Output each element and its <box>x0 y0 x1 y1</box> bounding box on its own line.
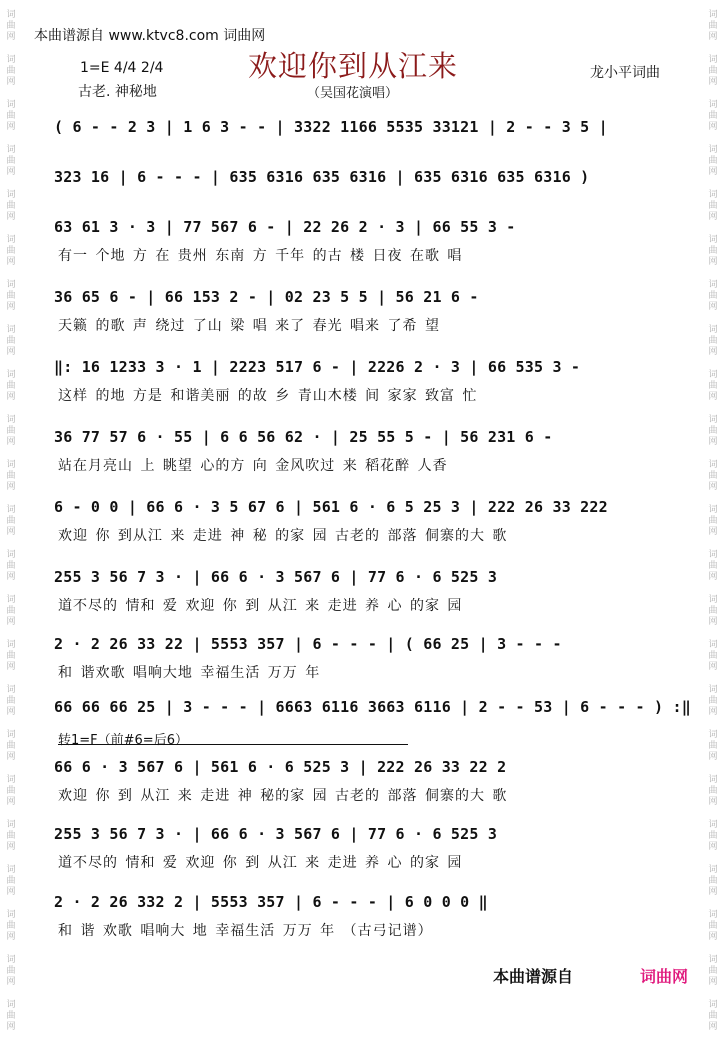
notation-row: 2 · 2 26 33 22 | 5553 357 | 6 - - - | ( 66 25 | 3 - - - <box>54 635 562 653</box>
watermark-text: 词曲网 <box>708 775 718 807</box>
watermark-text: 词曲网 <box>708 820 718 852</box>
watermark-text: 词曲网 <box>708 280 718 312</box>
performance-style: 古老. 神秘地 <box>78 84 157 100</box>
watermark-text: 词曲网 <box>708 685 718 717</box>
notation-row: 255 3 56 7 3 · | 66 6 · 3 567 6 | 77 6 · 6 525 3 <box>54 568 498 586</box>
watermark-text: 词曲网 <box>708 505 718 537</box>
lyric-row: 站在月亮山 上 眺望 心的方 向 金风吹过 来 稻花醉 人香 <box>58 458 448 474</box>
watermark-text: 词曲网 <box>6 505 16 537</box>
watermark-text: 词曲网 <box>708 1000 718 1032</box>
watermark-text: 词曲网 <box>6 595 16 627</box>
watermark-text: 词曲网 <box>708 415 718 447</box>
watermark-text: 词曲网 <box>6 865 16 897</box>
watermark-text: 词曲网 <box>708 955 718 987</box>
watermark-text: 词曲网 <box>6 280 16 312</box>
key-signature: 1=E 4/4 2/4 <box>80 60 164 76</box>
watermark-text: 词曲网 <box>6 370 16 402</box>
watermark-text: 词曲网 <box>708 190 718 222</box>
notation-row: 2 · 2 26 332 2 | 5553 357 | 6 - - - | 6 0 0 0 ‖ <box>54 893 488 911</box>
notation-row: 6 - 0 0 | 66 6 · 3 5 67 6 | 561 6 · 6 5 25 3 | 222 26 33 222 <box>54 498 608 516</box>
watermark-text: 词曲网 <box>6 820 16 852</box>
song-author: 龙小平词曲 <box>590 65 660 81</box>
watermark-text: 词曲网 <box>708 10 718 42</box>
lyric-row: 欢迎 你 到 从江 来 走进 神 秘的家 园 古老的 部落 侗寨的大 歌 <box>58 788 508 804</box>
singer-credit: （吴国花演唱） <box>307 86 399 101</box>
watermark-text: 词曲网 <box>708 55 718 87</box>
notation-row: ( 6 - - 2 3 | 1 6 3 - - | 3322 1166 5535 33121 | 2 - - 3 5 | <box>54 118 608 136</box>
watermark-text: 词曲网 <box>6 730 16 762</box>
watermark-text: 词曲网 <box>708 145 718 177</box>
lyric-row: 和 谐欢歌 唱响大地 幸福生活 万万 年 <box>58 665 321 681</box>
notation-row: 66 6 · 3 567 6 | 561 6 · 6 525 3 | 222 26 33 22 2 <box>54 758 507 776</box>
watermark-text: 词曲网 <box>6 190 16 222</box>
song-title: 欢迎你到从江来 <box>248 49 459 83</box>
watermark-text: 词曲网 <box>6 955 16 987</box>
lyric-row: 欢迎 你 到从江 来 走进 神 秘 的家 园 古老的 部落 侗寨的大 歌 <box>58 528 508 544</box>
watermark-text: 词曲网 <box>708 640 718 672</box>
watermark-right <box>704 10 722 1045</box>
lyric-row: 和 谐 欢歌 唱响大 地 幸福生活 万万 年 （古弓记谱） <box>58 923 433 939</box>
notation-row: 323 16 | 6 - - - | 635 6316 635 6316 | 635 6316 635 6316 ) <box>54 168 590 186</box>
watermark-text: 词曲网 <box>708 325 718 357</box>
notation-row: 63 61 3 · 3 | 77 567 6 - | 22 26 2 · 3 | 66 55 3 - <box>54 218 516 236</box>
lyric-row: 有一 个地 方 在 贵州 东南 方 千年 的古 楼 日夜 在歌 唱 <box>58 248 463 264</box>
notation-row: 36 77 57 6 · 55 | 6 6 56 62 · | 25 55 5 - | 56 231 6 - <box>54 428 553 446</box>
footer-source: 本曲谱源自 <box>493 967 574 986</box>
notation-row: 255 3 56 7 3 · | 66 6 · 3 567 6 | 77 6 · 6 525 3 <box>54 825 498 843</box>
notation-row: 66 66 66 25 | 3 - - - | 6663 6116 3663 6116 | 2 - - 53 | 6 - - - ) :‖ <box>54 698 691 716</box>
watermark-text: 词曲网 <box>6 550 16 582</box>
watermark-text: 词曲网 <box>6 460 16 492</box>
watermark-text: 词曲网 <box>6 775 16 807</box>
watermark-text: 词曲网 <box>6 100 16 132</box>
watermark-text: 词曲网 <box>6 10 16 42</box>
lyric-row: 这样 的地 方是 和谐美丽 的故 乡 青山木楼 间 家家 致富 忙 <box>58 388 478 404</box>
notation-row: ‖: 16 1233 3 · 1 | 2223 517 6 - | 2226 2 · 3 | 66 535 3 - <box>54 358 581 376</box>
watermark-text: 词曲网 <box>6 55 16 87</box>
watermark-text: 词曲网 <box>6 910 16 942</box>
watermark-text: 词曲网 <box>708 235 718 267</box>
watermark-text: 词曲网 <box>708 910 718 942</box>
watermark-text: 词曲网 <box>708 550 718 582</box>
site-header: 本曲谱源自 www.ktvc8.com 词曲网 <box>34 28 266 44</box>
watermark-text: 词曲网 <box>6 235 16 267</box>
watermark-text: 词曲网 <box>708 595 718 627</box>
watermark-text: 词曲网 <box>6 1000 16 1032</box>
lyric-row: 天籁 的歌 声 绕过 了山 梁 唱 来了 春光 唱来 了希 望 <box>58 318 440 334</box>
watermark-text: 词曲网 <box>6 145 16 177</box>
watermark-text: 词曲网 <box>6 325 16 357</box>
watermark-text: 词曲网 <box>6 415 16 447</box>
watermark-text: 词曲网 <box>708 370 718 402</box>
footer-site: 词曲网 <box>640 967 689 986</box>
modulation-note: 转1=F（前#6=后6） <box>58 733 188 748</box>
lyric-row: 道不尽的 情和 爱 欢迎 你 到 从江 来 走进 养 心 的家 园 <box>58 855 463 871</box>
watermark-text: 词曲网 <box>708 100 718 132</box>
lyric-row: 道不尽的 情和 爱 欢迎 你 到 从江 来 走进 养 心 的家 园 <box>58 598 463 614</box>
watermark-text: 词曲网 <box>708 730 718 762</box>
watermark-text: 词曲网 <box>708 460 718 492</box>
watermark-text: 词曲网 <box>6 640 16 672</box>
modulation-underline <box>58 744 408 745</box>
watermark-left <box>2 10 20 1045</box>
notation-row: 36 65 6 - | 66 153 2 - | 02 23 5 5 | 56 21 6 - <box>54 288 479 306</box>
watermark-text: 词曲网 <box>708 865 718 897</box>
watermark-text: 词曲网 <box>6 685 16 717</box>
